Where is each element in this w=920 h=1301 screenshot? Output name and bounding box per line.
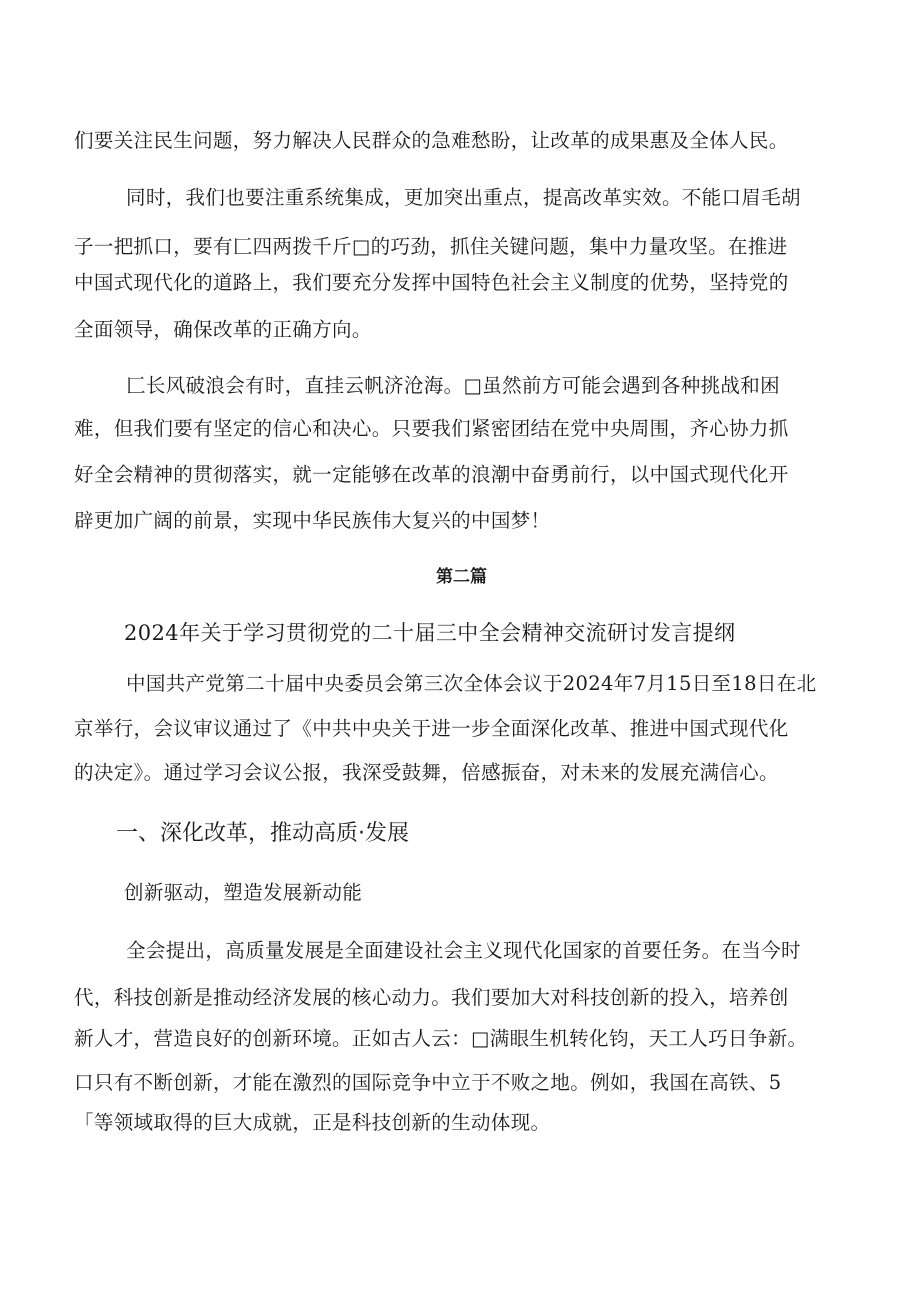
paragraph-line: 全面领导，确保改革的正确方向。 <box>74 318 372 341</box>
paragraph-line: 子一把抓口，要有匚四两拨千斤□的巧劲，抓住关键问题，集中力量攻坚。在推进 <box>74 235 788 258</box>
paragraph-line: 中国共产党第二十届中央委员会第三次全体会议于2024年7月15日至18日在北 <box>126 672 817 695</box>
paragraph-line: 同时，我们也要注重系统集成，更加突出重点，提高改革实效。不能口眉毛胡 <box>126 186 801 209</box>
paragraph-line: 新人才，营造良好的创新环境。正如古人云：□满眼生机转化钧，天工人巧日争新。 <box>74 1027 808 1050</box>
section-heading-1: 一、深化改革，推动高质·发展 <box>116 821 409 846</box>
paragraph-line: 京举行，会议审议通过了《中共中央关于进一步全面深化改革、推进中国式现代化 <box>74 717 789 740</box>
paragraph-line: 辟更加广阔的前景，实现中华民族伟大复兴的中国梦！ <box>74 509 551 532</box>
paragraph-line: 代，科技创新是推动经济发展的核心动力。我们要加大对科技创新的投入，培养创 <box>74 986 789 1009</box>
paragraph-line: 全会提出，高质量发展是全面建设社会主义现代化国家的首要任务。在当今时 <box>126 939 801 962</box>
paragraph-line: 中国式现代化的道路上，我们要充分发挥中国特色社会主义制度的优势，坚持党的 <box>74 271 789 294</box>
document-title: 2024年关于学习贯彻党的二十届三中全会精神交流研讨发言提纲 <box>124 621 736 645</box>
paragraph-line: 难，但我们要有坚定的信心和决心。只要我们紧密团结在党中央周围，齐心协力抓 <box>74 417 789 440</box>
paragraph-line: 好全会精神的贯彻落实，就一定能够在改革的浪潮中奋勇前行，以中国式现代化开 <box>74 463 789 486</box>
paragraph-line: 们要关注民生问题，努力解决人民群众的急难愁盼，让改革的成果惠及全体人民。 <box>74 129 789 152</box>
paragraph-line: 「等领域取得的巨大成就，正是科技创新的生动体现。 <box>74 1111 551 1134</box>
paragraph-line: 口只有不断创新，才能在激烈的国际竞争中立于不败之地。例如，我国在高铁、5 <box>74 1071 782 1094</box>
section-heading: 第二篇 <box>436 567 487 587</box>
subheading-line: 创新驱动，塑造发展新动能 <box>124 881 363 904</box>
paragraph-line: 匚长风破浪会有时，直挂云帆济沧海。□虽然前方可能会遇到各种挑战和困 <box>126 374 780 397</box>
paragraph-line: 的决定》。通过学习会议公报，我深受鼓舞，倍感振奋，对未来的发展充满信心。 <box>74 761 779 784</box>
